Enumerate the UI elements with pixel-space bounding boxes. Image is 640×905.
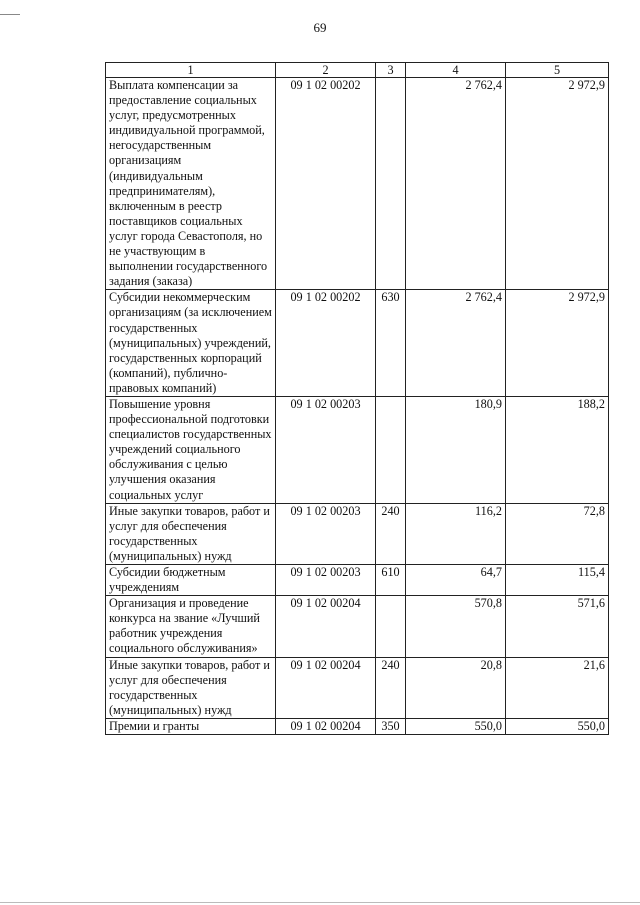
table-row: [106, 78, 609, 290]
row-code: 09 1 02 00204: [276, 718, 376, 734]
table-row: [106, 596, 609, 657]
row-amount-year-1: 180,9: [406, 396, 506, 503]
column-header-name: 1: [106, 63, 276, 78]
row-amount-year-1: 2 762,4: [406, 290, 506, 397]
table-row: [106, 503, 609, 564]
column-header-code: 2: [276, 63, 376, 78]
row-name: Субсидии некоммерческим организациям (за исключением государственных (муниципальных) учреждений, государственных корпораций (компаний), публично-правовых компаний): [106, 290, 276, 397]
row-code: 09 1 02 00204: [276, 657, 376, 718]
column-header-year-2: 5: [506, 63, 609, 78]
row-name: Повышение уровня профессиональной подготовки специалистов государственных учреждений социального обслуживания с целью улучшения оказания социальных услуг: [106, 396, 276, 503]
row-expense-type: 240: [376, 503, 406, 564]
row-expense-type: 350: [376, 718, 406, 734]
row-name: Субсидии бюджетным учреждениям: [106, 565, 276, 596]
row-amount-year-1: 64,7: [406, 565, 506, 596]
row-amount-year-2: 2 972,9: [506, 290, 609, 397]
page-number: 69: [313, 20, 327, 35]
column-header-expense-type: 3: [376, 63, 406, 78]
row-expense-type: [376, 596, 406, 657]
row-code: 09 1 02 00203: [276, 565, 376, 596]
row-name: Иные закупки товаров, работ и услуг для обеспечения государственных (муниципальных) нужд: [106, 657, 276, 718]
row-code: 09 1 02 00202: [276, 78, 376, 290]
row-amount-year-2: 115,4: [506, 565, 609, 596]
row-name: Премии и гранты: [106, 718, 276, 734]
row-amount-year-1: 116,2: [406, 503, 506, 564]
row-code: 09 1 02 00204: [276, 596, 376, 657]
table-row: [106, 290, 609, 397]
table-header-row: [106, 63, 609, 78]
row-name: Организация и проведение конкурса на звание «Лучший работник учреждения социального обслуживания»: [106, 596, 276, 657]
budget-table: [105, 62, 609, 735]
row-amount-year-2: 571,6: [506, 596, 609, 657]
row-amount-year-2: 72,8: [506, 503, 609, 564]
scan-edge-mark: [0, 14, 20, 15]
row-code: 09 1 02 00202: [276, 290, 376, 397]
row-amount-year-1: 20,8: [406, 657, 506, 718]
row-expense-type: 630: [376, 290, 406, 397]
row-amount-year-2: 550,0: [506, 718, 609, 734]
row-expense-type: 240: [376, 657, 406, 718]
scan-edge-mark: [0, 902, 640, 903]
table-row: [106, 657, 609, 718]
row-expense-type: [376, 396, 406, 503]
table-row: [106, 396, 609, 503]
row-name: Иные закупки товаров, работ и услуг для обеспечения государственных (муниципальных) нужд: [106, 503, 276, 564]
row-amount-year-2: 2 972,9: [506, 78, 609, 290]
row-amount-year-1: 550,0: [406, 718, 506, 734]
row-name: Выплата компенсации за предоставление социальных услуг, предусмотренных индивидуальной программой, негосударственным организациям (индивидуальным предпринимателям), включенным в реестр поставщиков социальных услуг города Севастополя, но не участвующим в выполнении государственного задания (заказа): [106, 78, 276, 290]
table-row: [106, 565, 609, 596]
table-row: [106, 718, 609, 734]
row-amount-year-2: 21,6: [506, 657, 609, 718]
row-expense-type: [376, 78, 406, 290]
row-amount-year-1: 2 762,4: [406, 78, 506, 290]
column-header-year-1: 4: [406, 63, 506, 78]
row-amount-year-1: 570,8: [406, 596, 506, 657]
row-expense-type: 610: [376, 565, 406, 596]
row-code: 09 1 02 00203: [276, 396, 376, 503]
row-amount-year-2: 188,2: [506, 396, 609, 503]
row-code: 09 1 02 00203: [276, 503, 376, 564]
